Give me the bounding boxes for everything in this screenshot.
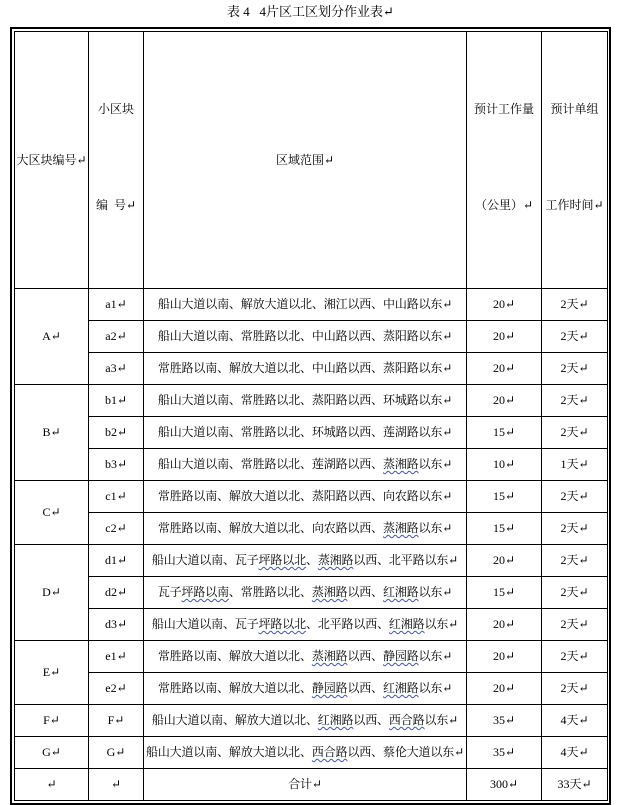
total-block-id-cell: ↵	[15, 769, 89, 801]
spellcheck-underlined-text: 蒸湘路	[311, 649, 348, 663]
header-block-id: 大区块编号↵	[15, 32, 89, 289]
workload-km-cell: 20↵	[467, 641, 542, 673]
sub-block-id-cell: a3↵	[89, 353, 144, 385]
workload-km-cell: 35↵	[467, 737, 542, 769]
work-days-cell: 2天↵	[542, 289, 608, 321]
header-work-time	[542, 32, 608, 289]
workload-km-cell: 15↵	[467, 577, 542, 609]
sub-block-row	[15, 385, 608, 417]
area-range-cell	[144, 577, 467, 609]
sub-block-row	[15, 513, 608, 545]
block-id-cell: B↵	[15, 385, 89, 481]
sub-block-row	[15, 289, 608, 321]
sub-block-id-cell: c2↵	[89, 513, 144, 545]
header-area-range: 区域范围↵	[144, 32, 467, 289]
sub-block-id-cell: d3↵	[89, 609, 144, 641]
area-text: 以西、	[347, 681, 383, 695]
spellcheck-underlined-text: 坪路以南	[181, 585, 229, 599]
area-text: 瓦子	[157, 585, 182, 599]
work-days-cell: 2天↵	[542, 641, 608, 673]
header-workload-line2: （公里）↵	[474, 198, 534, 212]
header-workload-line1: 预计工作量	[473, 102, 534, 116]
sub-block-id-cell: d1↵	[89, 545, 144, 577]
total-workload-km-cell: 300↵	[467, 769, 542, 801]
spellcheck-underlined-text: 蒸湘路	[317, 553, 354, 567]
header-work-time-line2: 工作时间↵	[545, 198, 604, 212]
workload-km-cell: 15↵	[467, 417, 542, 449]
work-days-cell: 2天↵	[542, 609, 608, 641]
sub-block-id-cell: a2↵	[89, 321, 144, 353]
header-sub-block-id	[89, 32, 144, 289]
work-days-cell: 2天↵	[542, 513, 608, 545]
area-text: 船山大道以南、解放大道以北、湘江以西、中山路以东↵	[157, 297, 453, 311]
spellcheck-underlined-text: 蒸湘路	[311, 585, 348, 599]
header-row	[15, 32, 608, 289]
block-id-cell: F↵	[15, 705, 89, 737]
area-text: 常胜路以南、解放大道以北、	[157, 649, 312, 663]
area-text: 船山大道以南、常胜路以北、莲湖路以西、	[157, 457, 383, 471]
spellcheck-underlined-text: 红湘路	[383, 681, 419, 695]
block-id-cell: C↵	[15, 481, 89, 545]
sub-block-row	[15, 705, 608, 737]
sub-block-id-cell: b2↵	[89, 417, 144, 449]
spellcheck-underlined-text: 蒸湘路	[382, 521, 419, 535]
sub-block-id-cell: b1↵	[89, 385, 144, 417]
area-text: 船山大道以南、常胜路以北、中山路以西、蒸阳路以东↵	[157, 329, 453, 343]
area-text: 以东↵	[418, 457, 453, 471]
area-text: 船山大道以南、常胜路以北、环城路以西、莲湖路以东↵	[157, 425, 453, 439]
area-range-cell	[144, 449, 467, 481]
spellcheck-underlined-text: 蒸湘路	[382, 457, 419, 471]
area-range-cell	[144, 609, 467, 641]
sub-block-row	[15, 353, 608, 385]
sub-block-row	[15, 545, 608, 577]
area-range-cell	[144, 641, 467, 673]
header-sub-block-line2: 编 号↵	[95, 198, 137, 212]
area-text: 、常胜路以北、	[228, 585, 312, 599]
header-workload	[467, 32, 542, 289]
spellcheck-underlined-text: 静园路	[311, 681, 348, 695]
work-days-cell: 2天↵	[542, 385, 608, 417]
area-text: 以东↵	[424, 617, 459, 631]
area-range-cell	[144, 545, 467, 577]
spellcheck-underlined-text: 红湘路	[388, 617, 425, 631]
workload-km-cell: 15↵	[467, 481, 542, 513]
workload-km-cell: 20↵	[467, 353, 542, 385]
area-text: 船山大道以南、瓦子	[151, 553, 259, 567]
area-text: 以东↵	[418, 585, 453, 599]
area-range-cell	[144, 737, 467, 769]
block-id-cell: A↵	[15, 289, 89, 385]
spellcheck-underlined-text: 西合路	[311, 745, 348, 759]
work-days-cell: 1天↵	[542, 449, 608, 481]
area-text: 船山大道以南、解放大道以北、	[145, 745, 312, 759]
area-text: 以西、	[347, 649, 383, 663]
work-days-cell: 2天↵	[542, 577, 608, 609]
workload-km-cell: 35↵	[467, 705, 542, 737]
area-text: 常胜路以南、解放大道以北、中山路以西、蒸阳路以东↵	[157, 361, 453, 375]
sub-block-row	[15, 737, 608, 769]
workload-km-cell: 20↵	[467, 385, 542, 417]
spellcheck-underlined-text: 红湘路	[383, 585, 419, 599]
area-range-cell	[144, 289, 467, 321]
area-text: 以西、蔡伦大道以东↵	[347, 745, 465, 759]
area-text: 船山大道以南、瓦子	[151, 617, 259, 631]
area-range-cell	[144, 385, 467, 417]
workload-km-cell: 15↵	[467, 513, 542, 545]
table-header	[15, 32, 608, 289]
total-sub-block-id-cell: ↵	[89, 769, 144, 801]
area-text: 以西、	[347, 585, 383, 599]
area-text: 常胜路以南、解放大道以北、蒸阳路以西、向农路以东↵	[157, 489, 453, 503]
work-days-cell: 2天↵	[542, 353, 608, 385]
total-row	[15, 769, 608, 801]
sub-block-row	[15, 321, 608, 353]
area-text: 以东↵	[418, 521, 453, 535]
area-text: 以东↵	[418, 649, 453, 663]
sub-block-id-cell: e1↵	[89, 641, 144, 673]
area-range-cell	[144, 513, 467, 545]
sub-block-row	[15, 449, 608, 481]
header-sub-block-line1: 小区块	[97, 102, 134, 116]
sub-block-row	[15, 417, 608, 449]
header-work-time-line1: 预计单组	[550, 102, 599, 116]
sub-block-row	[15, 641, 608, 673]
table-caption: 表 4 4片区工区划分作业表↵	[227, 4, 394, 19]
spellcheck-underlined-text: 红湘路	[317, 713, 354, 727]
area-text: 以西、	[353, 713, 389, 727]
work-days-cell: 4天↵	[542, 737, 608, 769]
work-days-cell: 4天↵	[542, 705, 608, 737]
sub-block-row	[15, 481, 608, 513]
area-text: 、	[305, 553, 318, 567]
total-work-days-cell: 33天↵	[542, 769, 608, 801]
sub-block-id-cell: G↵	[89, 737, 144, 769]
sub-block-row	[15, 673, 608, 705]
area-range-cell	[144, 353, 467, 385]
area-text: 以西、北平路以东↵	[353, 553, 459, 567]
area-text: 船山大道以南、解放大道以北、	[151, 713, 318, 727]
sub-block-id-cell: c1↵	[89, 481, 144, 513]
sub-block-id-cell: b3↵	[89, 449, 144, 481]
spellcheck-underlined-text: 坪路以北	[258, 553, 306, 567]
area-text: 、北平路以西、	[305, 617, 389, 631]
table-body	[15, 289, 608, 801]
sub-block-id-cell: F↵	[89, 705, 144, 737]
workload-km-cell: 10↵	[467, 449, 542, 481]
spellcheck-underlined-text: 西合路	[388, 713, 425, 727]
sub-block-row	[15, 609, 608, 641]
area-text: 船山大道以南、常胜路以北、蒸阳路以西、环城路以东↵	[157, 393, 453, 407]
workload-km-cell: 20↵	[467, 545, 542, 577]
area-range-cell	[144, 321, 467, 353]
total-label-cell: 合计↵	[144, 769, 467, 801]
work-zone-division-table	[14, 31, 608, 801]
sub-block-id-cell: a1↵	[89, 289, 144, 321]
work-days-cell: 2天↵	[542, 321, 608, 353]
work-days-cell: 2天↵	[542, 545, 608, 577]
work-days-cell: 2天↵	[542, 481, 608, 513]
area-range-cell	[144, 417, 467, 449]
table-frame	[10, 27, 611, 805]
block-id-cell: E↵	[15, 641, 89, 705]
workload-km-cell: 20↵	[467, 609, 542, 641]
block-id-cell: G↵	[15, 737, 89, 769]
area-range-cell	[144, 481, 467, 513]
spellcheck-underlined-text: 静园路	[383, 649, 419, 663]
area-text: 以东↵	[424, 713, 459, 727]
spellcheck-underlined-text: 坪路以北	[258, 617, 306, 631]
workload-km-cell: 20↵	[467, 673, 542, 705]
area-text: 常胜路以南、解放大道以北、向农路以西、	[157, 521, 383, 535]
workload-km-cell: 20↵	[467, 321, 542, 353]
sub-block-row	[15, 577, 608, 609]
sub-block-id-cell: e2↵	[89, 673, 144, 705]
area-text: 以东↵	[418, 681, 453, 695]
work-days-cell: 2天↵	[542, 417, 608, 449]
workload-km-cell: 20↵	[467, 289, 542, 321]
sub-block-id-cell: d2↵	[89, 577, 144, 609]
area-range-cell	[144, 673, 467, 705]
block-id-cell: D↵	[15, 545, 89, 641]
work-days-cell: 2天↵	[542, 673, 608, 705]
area-text: 常胜路以南、解放大道以北、	[157, 681, 312, 695]
area-range-cell	[144, 705, 467, 737]
